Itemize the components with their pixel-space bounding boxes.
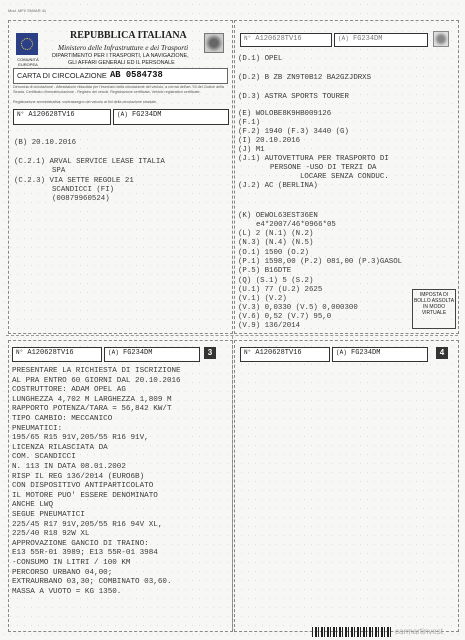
serial-box-2 xyxy=(240,33,332,47)
form-code: Mod. MFI/ SNVAR 41 xyxy=(8,8,47,13)
tax-stamp: IMPOSTA DI BOLLO ASSOLTA IN MODO VIRTUALE xyxy=(412,289,456,329)
serial-box-3 xyxy=(12,347,102,362)
field-q: (Q) (S.1) 5 (S.2) xyxy=(238,277,314,285)
serial-number-3: A120628TV16 xyxy=(27,349,74,357)
doc-title: CARTA DI CIRCOLAZIONE xyxy=(17,71,107,80)
note-line: SEGUE PNEUMATICI xyxy=(12,511,85,519)
plate-box-3 xyxy=(104,347,200,362)
field-c23-2: SCANDICCI (FI) xyxy=(52,186,115,194)
note-line: MASSA A VUOTO = KG 1350. xyxy=(12,587,122,596)
field-v1: (V.1) (V.2) xyxy=(238,295,287,303)
republic-title: REPUBBLICA ITALIANA xyxy=(70,30,187,41)
field-o1: (O.1) 1500 (O.2) xyxy=(238,249,309,257)
note-line: E13 55R-01 3989; E13 55R-01 3984 xyxy=(12,549,158,558)
plate-label: (A) xyxy=(117,111,128,118)
plate-number: FG234DM xyxy=(132,111,162,119)
note-line: PERCORSO URBANO 04,00; xyxy=(12,568,113,577)
note-line: AL PRA ENTRO 60 GIORNI DAL 20.10.2016 xyxy=(12,376,181,385)
field-j1c: LOCARE SENZA CONDUC. xyxy=(300,173,389,181)
fold-horizontal xyxy=(6,335,458,337)
plate-number-2: FG234DM xyxy=(353,35,383,43)
ministry-title: Ministero delle Infrastrutture e dei Trasporti xyxy=(58,43,189,52)
emblem-small-icon xyxy=(433,31,449,47)
serial-label-4: N° xyxy=(244,349,252,356)
department-title-2: GLI AFFARI GENERALI ED IL PERSONALE xyxy=(68,60,175,66)
field-j1: (J.1) AUTOVETTURA PER TRASPORTO DI xyxy=(238,155,389,163)
serial-label-2: N° xyxy=(244,35,252,42)
field-c21-2: SPA xyxy=(52,167,66,175)
field-u1: (U.1) 77 (U.2) 2625 xyxy=(238,286,323,294)
plate-number-3: FG234DM xyxy=(123,349,153,357)
plate-box-4 xyxy=(332,347,428,362)
barcode-icon xyxy=(312,627,392,637)
note-line: COSTRUTTORE: ADAM OPEL AG xyxy=(12,386,126,395)
note-line: LICENZA RILASCIATA DA xyxy=(12,443,108,452)
plate-label-3: (A) xyxy=(108,349,119,356)
serial-number: A120628TV16 xyxy=(28,111,75,119)
field-k2: e4*2007/46*0966*05 xyxy=(256,221,336,229)
serial-number-2: A120628TV16 xyxy=(255,35,302,43)
field-d3: (D.3) ASTRA SPORTS TOURER xyxy=(238,93,349,101)
note-line: ANCHE LWQ xyxy=(12,501,54,510)
field-n3: (N.3) (N.4) (N.5) xyxy=(238,239,314,247)
fine-print-2: Registrazione amministrativa: contrassegno del veicolo ai fini della circolazione stradale. xyxy=(13,100,158,104)
field-v6: (V.6) 0,52 (V.7) 95,0 xyxy=(238,313,332,321)
page-number-badge-3: 3 xyxy=(204,347,216,359)
serial-label-3: N° xyxy=(16,349,24,356)
doc-number: AB 0584738 xyxy=(110,70,163,80)
note-line: RISP IL REG 136/2014 (EURO6B) xyxy=(12,472,145,481)
note-line: APPROVAZIONE GANCIO DI TRAINO: xyxy=(12,539,149,548)
field-l: (L) 2 (N.1) (N.2) xyxy=(238,230,314,238)
field-e: (E) WOLOBE8K9HB009126 xyxy=(238,110,332,118)
field-f2: (F.2) 1940 (F.3) 3440 (G) xyxy=(238,128,349,136)
note-line: IL MOTORE PUO' ESSERE DENOMINATO xyxy=(12,491,158,500)
field-b: (B) 20.10.2016 xyxy=(14,139,77,147)
field-d1: (D.1) OPEL xyxy=(238,55,283,63)
field-j1b: PERSONE -USO DI TERZI DA xyxy=(270,164,377,172)
note-line: 195/65 R15 91V,205/55 R16 91V, xyxy=(12,434,149,443)
field-d2: (D.2) B ZB ZN9T0B12 BA2GZJDRXS xyxy=(238,74,372,82)
note-line: TIPO CAMBIO: MECCANICO xyxy=(12,415,113,423)
field-c23: (C.2.3) VIA SETTE REGOLE 21 xyxy=(14,177,134,185)
panel-4 xyxy=(234,340,459,632)
note-line: N. 113 IN DATA 08.01.2002 xyxy=(12,463,126,471)
fine-print: Denuncia di circolazione - Attestazione rilasciata per l'esercizio della circolazione del veicolo, a norma dell'art. 93 del Codice della Strada. Certificato d'immatricolazione - Registro dei veicoli. Registrazione certificata. Vehicle registration certificate. xyxy=(13,85,224,94)
serial-label: N° xyxy=(17,111,25,118)
field-i: (I) 20.10.2016 xyxy=(238,137,301,145)
field-f1: (F.1) xyxy=(238,119,261,127)
field-v3: (V.3) 0,0330 (V.5) 0,000300 xyxy=(238,304,358,312)
field-j2: (J.2) AC (BERLINA) xyxy=(238,182,318,190)
plate-box xyxy=(113,109,229,125)
field-v9: (V.9) 136/2014 xyxy=(238,322,301,330)
serial-box-4 xyxy=(240,347,330,362)
page-number-badge-4: 4 xyxy=(436,347,448,359)
field-k: (K) OEWOL63EST36EN xyxy=(238,212,318,220)
note-line: PNEUMATICI: xyxy=(12,424,63,433)
field-j: (J) M1 xyxy=(238,146,265,154)
note-line: RAPPORTO POTENZA/TARA = 56,842 KW/T xyxy=(12,405,172,414)
plate-box-2 xyxy=(334,33,428,47)
plate-label-4: (A) xyxy=(336,349,347,356)
field-p1: (P.1) 1598,00 (P.2) 081,00 (P.3)GASOL xyxy=(238,258,403,266)
department-title: DIPARTIMENTO PER I TRASPORTI, LA NAVIGAZIONE, xyxy=(52,53,189,59)
note-line: 225/40 R18 92W XL xyxy=(12,530,90,539)
serial-number-4: A120628TV16 xyxy=(255,349,302,357)
note-line: -CONSUMO IN LITRI / 100 KM xyxy=(12,559,131,567)
note-line: COM. SCANDICCI xyxy=(12,453,76,462)
plate-number-4: FG234DM xyxy=(351,349,381,357)
eu-label: COMUNITÀ EUROPEA xyxy=(17,57,39,67)
field-c21: (C.2.1) ARVAL SERVICE LEASE ITALIA xyxy=(14,158,165,166)
note-line: 225/45 R17 91V,205/55 R16 94V XL, xyxy=(12,520,163,529)
field-c23-3: (00879960524) xyxy=(52,195,110,203)
field-p5: (P.5) B16DTE xyxy=(238,267,292,275)
eu-flag-icon xyxy=(16,33,38,55)
watermark: carmartinvest xyxy=(395,627,444,636)
note-line: PRESENTARE LA RICHIESTA DI ISCRIZIONE xyxy=(12,367,181,375)
plate-label-2: (A) xyxy=(338,35,349,42)
note-line: LUNGHEZZA 4,702 M LARGHEZZA 1,809 M xyxy=(12,395,172,404)
note-line: EXTRAURBANO 03,30; COMBINATO 03,60. xyxy=(12,578,172,587)
note-line: CON DISPOSITIVO ANTIPARTICOLATO xyxy=(12,482,154,491)
republic-emblem-icon xyxy=(204,33,224,53)
serial-box xyxy=(13,109,111,125)
